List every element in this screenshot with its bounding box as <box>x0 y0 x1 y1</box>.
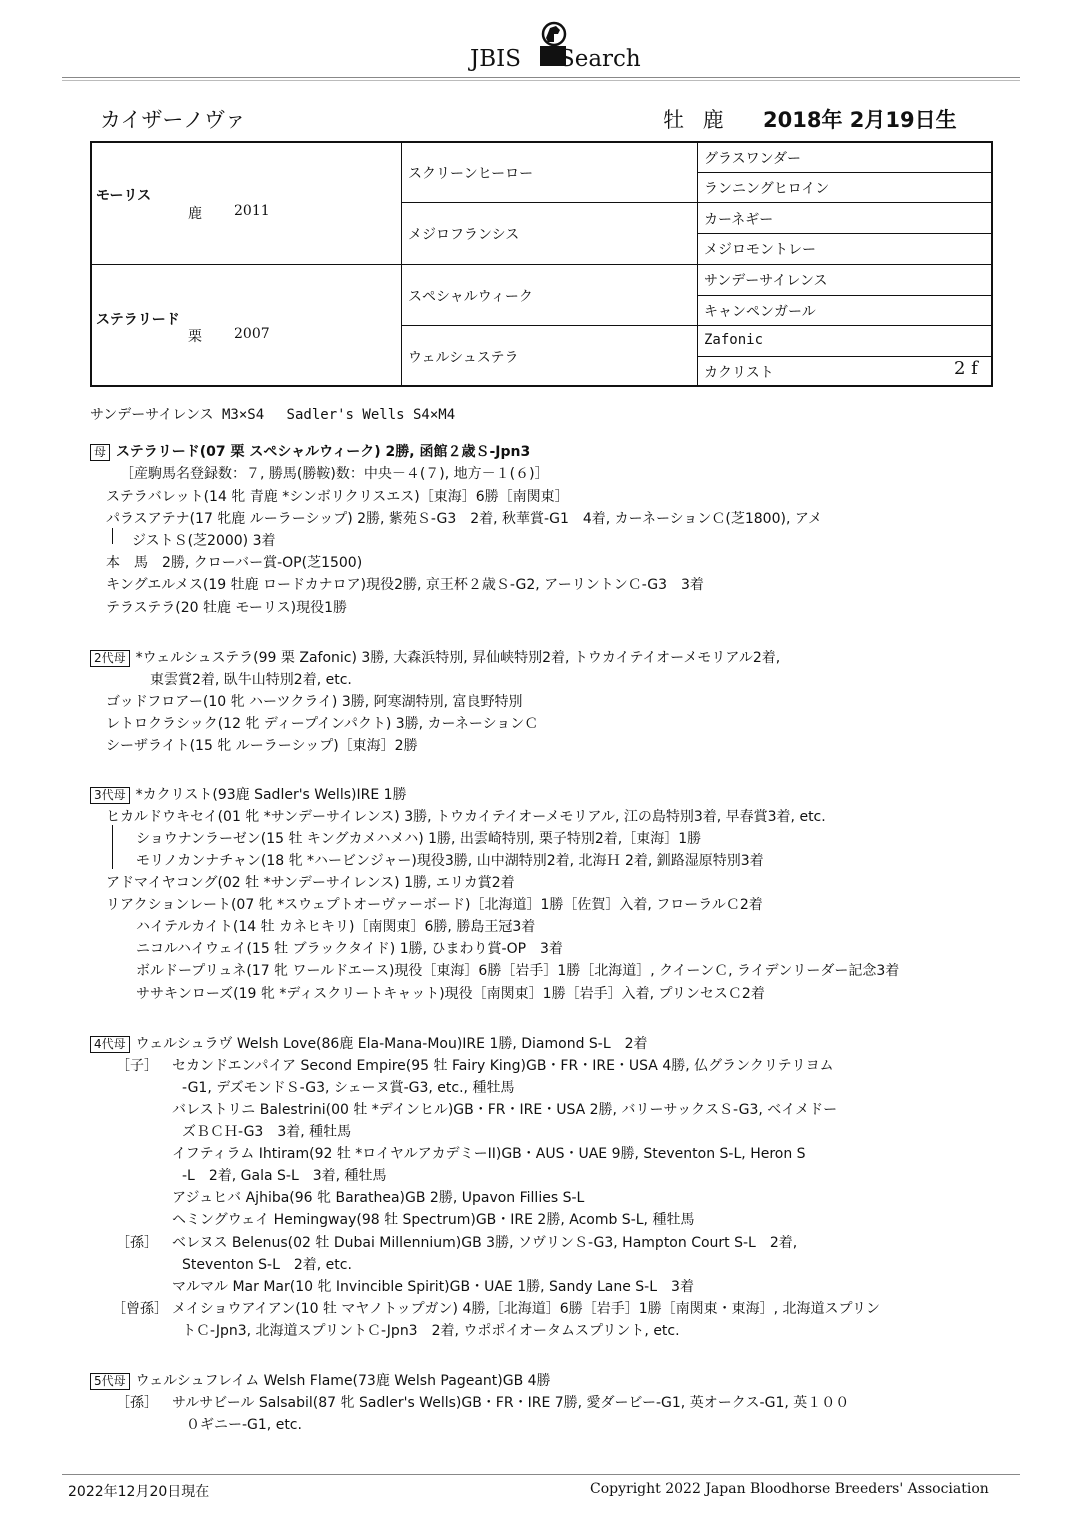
4th-dam-desc-2-cont: ズＢＣＨ-G3 3着, 種牡馬 <box>182 1124 352 1140</box>
relation-child: ［子］ <box>116 1058 158 1074</box>
sire-year: 2011 <box>234 203 270 219</box>
section-tag: 母 <box>90 444 110 461</box>
gen2-1: スクリーンヒーロー <box>408 166 534 182</box>
5th-dam-summary: ウェルシュフレイム Welsh Flame(73鹿 Welsh Pageant)GB 4勝 <box>135 1373 551 1389</box>
branch-line <box>112 528 113 544</box>
dam-color: 栗 <box>188 329 202 345</box>
2nd-dam-produce-1: ゴッドフロアー(10 牝 ハーツクライ) 3勝, 阿寒湖特別, 富良野特別 <box>106 694 523 710</box>
gen3-5: サンデーサイレンス <box>704 273 828 289</box>
section-tag: 4代母 <box>90 1036 130 1053</box>
dam-year: 2007 <box>234 326 270 342</box>
branch-line <box>112 825 113 869</box>
2nd-dam-summary: *ウェルシュステラ(99 栗 Zafonic) 3勝, 大森浜特別, 昇仙峡特別2着, トウカイテイオーメモリアル2着, <box>135 650 781 666</box>
section-2nd-dam <box>90 647 780 667</box>
dam-produce-2: パラスアテナ(17 牝鹿 ルーラーシップ) 2勝, 紫苑Ｓ-G3 2着, 秋華賞-G1 4着, カーネーションＣ(芝1800), アメ <box>106 511 823 527</box>
4th-dam-desc-3-cont: -L 2着, Gala S-L 3着, 種牡馬 <box>182 1168 387 1184</box>
3rd-dam-produce-3c: ボルドープリュネ(17 牝 ワールドエース)現役［東海］6勝［岩手］1勝［北海道］, クイーンＣ, ライデンリーダー記念3着 <box>136 963 900 979</box>
4th-dam-desc-6-cont: Steventon S-L 2着, etc. <box>182 1257 352 1273</box>
3rd-dam-produce-1: ヒカルドウキセイ(01 牝 *サンデーサイレンス) 3勝, トウカイテイオーメモリアル, 江の島特別3着, 早春賞3着, etc. <box>106 809 826 825</box>
4th-dam-desc-2: バレストリニ Balestrini(00 牡 *デインヒル)GB・FR・IRE・USA 2勝, バリーサックスＳ-G3, ベイメドー <box>172 1102 838 1118</box>
2nd-dam-produce-2: レトロクラシック(12 牝 ディープインパクト) 3勝, カーネーションＣ <box>106 716 539 732</box>
horse-name: カイザーノヴァ <box>100 108 246 132</box>
horse-sex-color: 牡 鹿 <box>663 108 730 132</box>
dam-produce-self: 本 馬 2勝, クローバー賞-OP(芝1500) <box>106 555 363 571</box>
section-3rd-dam <box>90 784 407 804</box>
5th-dam-desc-1: サルサビール Salsabil(87 牝 Sadler's Wells)GB・FR・IRE 7勝, 愛ダービー-G1, 英オークス-G1, 英１００ <box>172 1395 850 1411</box>
4th-dam-desc-5: ヘミングウェイ Hemingway(98 牡 Spectrum)GB・IRE 2勝, Acomb S-L, 種牡馬 <box>172 1212 695 1228</box>
3rd-dam-summary: *カクリスト(93鹿 Sadler's Wells)IRE 1勝 <box>135 787 407 803</box>
4th-dam-desc-1: セカンドエンパイア Second Empire(95 牡 Fairy King)GB・FR・IRE・USA 4勝, 仏グランクリテリヨム <box>172 1058 834 1074</box>
3rd-dam-produce-3b: ニコルハイウェイ(15 牡 ブラックタイド) 1勝, ひまわり賞-OP 3着 <box>136 941 563 957</box>
section-5th-dam <box>90 1370 551 1390</box>
gen3-3: カーネギー <box>704 212 774 228</box>
dam-name: ステラリード <box>96 312 180 328</box>
dam-produce-2-cont: ジストＳ(芝2000) 3着 <box>132 533 276 549</box>
header-divider-2 <box>62 80 1020 81</box>
3rd-dam-produce-3d: ササキンローズ(19 牝 *ディスクリートキャット)現役［南関東］1勝［岩手］入着, プリンセスＣ2着 <box>136 986 765 1002</box>
3rd-dam-produce-1a: ショウナンラーゼン(15 牡 キングカメハメハ) 1勝, 出雲崎特別, 栗子特別2着,［東海］1勝 <box>136 831 702 847</box>
footer-divider <box>62 1474 1020 1475</box>
3rd-dam-produce-1b: モリノカンナチャン(18 牝 *ハービンジャー)現役3勝, 山中湖特別2着, 北海Ｈ 2着, 釧路湿原特別3着 <box>136 853 764 869</box>
4th-dam-desc-6: ベレヌス Belenus(02 牡 Dubai Millennium)GB 3勝, ソヴリンＳ-G3, Hampton Court S-L 2着, <box>172 1235 798 1251</box>
section-tag: 5代母 <box>90 1373 130 1390</box>
gen2-3: スペシャルウィーク <box>408 289 533 305</box>
dam-produce-stats: ［産駒馬名登録数：７, 勝馬(勝鞍)数：中央－４(７), 地方－１(６)］ <box>120 466 549 482</box>
dam-summary: ステラリード(07 栗 スペシャルウィーク) 2勝, 函館２歳Ｓ-Jpn3 <box>116 444 531 460</box>
gen2-2: メジロフランシス <box>408 227 520 243</box>
2nd-dam-produce-3: シーザライト(15 牝 ルーラーシップ)［東海］2勝 <box>106 738 418 754</box>
gen3-2: ランニングヒロイン <box>704 181 830 197</box>
logo-text: JBIS Search <box>470 46 641 72</box>
gen3-8: カクリスト <box>704 365 774 381</box>
relation-grandchild: ［孫］ <box>116 1235 158 1251</box>
sire-name: モーリス <box>96 188 152 204</box>
horse-birth-date: 2018年 2月19日生 <box>763 108 957 132</box>
3rd-dam-produce-3a: ハイテルカイト(14 牡 カネヒキリ)［南関東］6勝, 勝島王冠3着 <box>136 919 536 935</box>
section-tag: 2代母 <box>90 650 130 667</box>
5th-dam-desc-1-cont: ０ギニー-G1, etc. <box>186 1417 302 1433</box>
dam-produce-3: キングエルメス(19 牡鹿 ロードカナロア)現役2勝, 京王杯２歳Ｓ-G2, アーリントンＣ-G3 3着 <box>106 577 704 593</box>
4th-dam-desc-4: アジュヒバ Ajhiba(96 牝 Barathea)GB 2勝, Upavon Fillies S-L <box>172 1190 585 1206</box>
family-number: 2 f <box>954 358 978 379</box>
relation-grandchild-5: ［孫］ <box>116 1395 158 1411</box>
inbreeding-line: サンデーサイレンス M3×S4 Sadler's Wells S4×M4 <box>90 407 456 423</box>
footer-copyright: Copyright 2022 Japan Bloodhorse Breeders' Association <box>590 1481 989 1497</box>
pedigree-table <box>90 141 993 387</box>
section-dam <box>90 441 530 461</box>
jbis-logo[interactable] <box>470 18 640 74</box>
header-divider <box>62 77 1020 78</box>
2nd-dam-summary-cont: 東雲賞2着, 臥牛山特別2着, etc. <box>150 672 352 688</box>
3rd-dam-produce-3: リアクションレート(07 牝 *スウェプトオーヴァーボード)［北海道］1勝［佐賀］入着, フローラルＣ2着 <box>106 897 763 913</box>
sire-color: 鹿 <box>188 206 202 222</box>
section-4th-dam <box>90 1033 648 1053</box>
4th-dam-desc-1-cont: -G1, デズモンドＳ-G3, シェーヌ賞-G3, etc., 種牡馬 <box>182 1080 515 1096</box>
dam-produce-1: ステラバレット(14 牝 青鹿 *シンボリクリスエス)［東海］6勝［南関東］ <box>106 489 569 505</box>
gen3-7: Zafonic <box>704 332 764 348</box>
3rd-dam-produce-2: アドマイヤコング(02 牡 *サンデーサイレンス) 1勝, エリカ賞2着 <box>106 875 515 891</box>
footer-date: 2022年12月20日現在 <box>68 1484 210 1500</box>
4th-dam-desc-8: メイショウアイアン(10 牡 マヤノトップガン) 4勝,［北海道］6勝［岩手］1勝［南関東・東海］, 北海道スプリン <box>172 1301 880 1317</box>
gen2-4: ウェルシュステラ <box>408 350 519 366</box>
gen3-1: グラスワンダー <box>704 151 802 167</box>
gen3-4: メジロモントレー <box>704 242 816 258</box>
relation-great-grandchild: ［曾孫］ <box>112 1301 168 1317</box>
dam-produce-4: テラステラ(20 牡鹿 モーリス)現役1勝 <box>106 600 348 616</box>
gen3-6: キャンペンガール <box>704 304 816 320</box>
4th-dam-desc-3: イフティラム Ihtiram(92 牡 *ロイヤルアカデミーII)GB・AUS・UAE 9勝, Steventon S-L, Heron S <box>172 1146 806 1162</box>
4th-dam-desc-8-cont: トＣ-Jpn3, 北海道スプリントＣ-Jpn3 2着, ウポポイオータムスプリント, etc. <box>182 1323 680 1339</box>
4th-dam-desc-7: マルマル Mar Mar(10 牝 Invincible Spirit)GB・UAE 1勝, Sandy Lane S-L 3着 <box>172 1279 694 1295</box>
section-tag: 3代母 <box>90 787 130 804</box>
4th-dam-summary: ウェルシュラヴ Welsh Love(86鹿 Ela-Mana-Mou)IRE 1勝, Diamond S-L 2着 <box>135 1036 648 1052</box>
